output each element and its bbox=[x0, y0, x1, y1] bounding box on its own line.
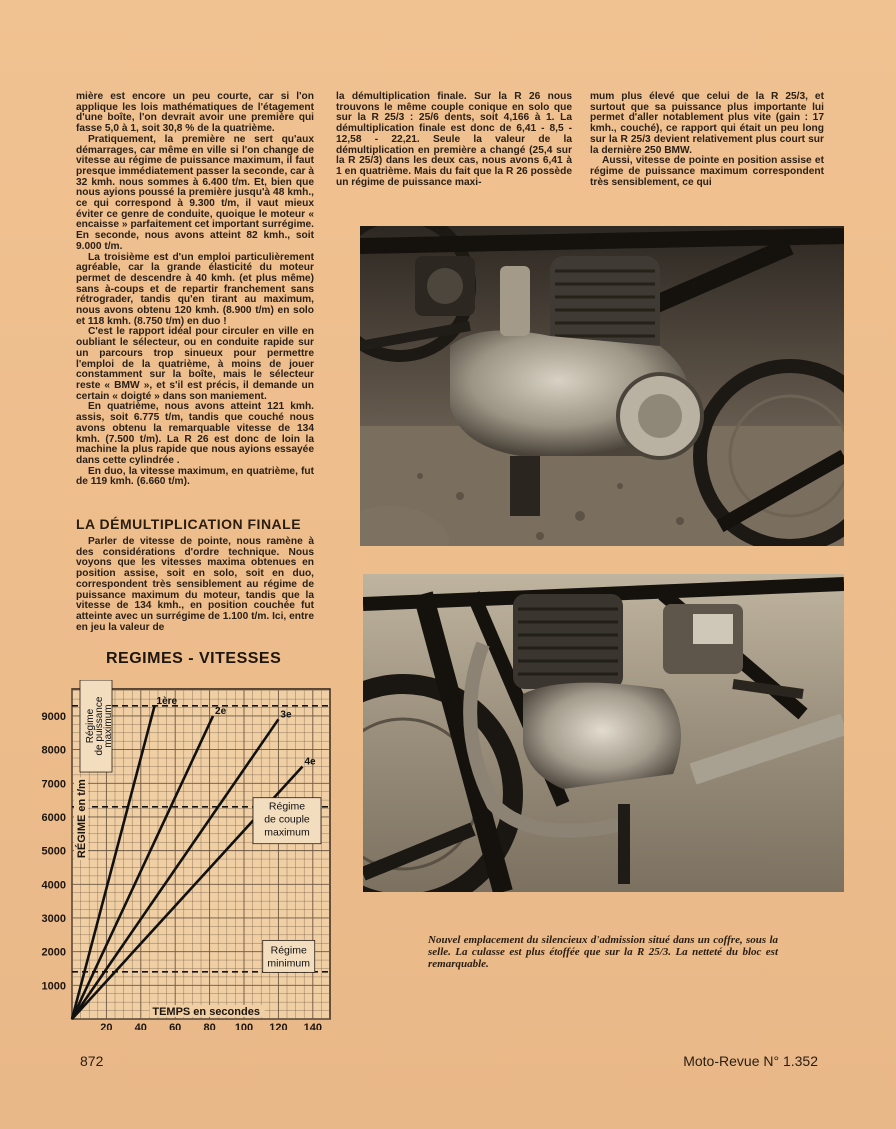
y-tick-label: 4000 bbox=[41, 879, 66, 892]
series-label: 2e bbox=[215, 705, 227, 717]
y-tick-label: 1000 bbox=[41, 980, 66, 993]
magazine-issue: Moto-Revue N° 1.352 bbox=[683, 1053, 818, 1069]
annotation-minimum-line1: Régime bbox=[270, 944, 307, 957]
engine-photo-bottom bbox=[363, 574, 844, 892]
section-heading: LA DÉMULTIPLICATION FINALE bbox=[76, 516, 302, 532]
regimes-vitesses-chart bbox=[36, 680, 336, 1030]
x-tick-label: 140 bbox=[303, 1022, 322, 1030]
column-3 bbox=[590, 92, 824, 188]
paragraph: La troisième est d'un emploi particulièrement agréable, car la grande élasticité du moteur permet de descendre à 40 kmh. (et plus même) sans à-coups et de repartir franchement sans rétrograder, tandis qu'en tirant au maximum, nous avons obtenu 120 kmh. (8.900 t/m) en solo et 118 kmh. (8.750 t/m) en duo ! bbox=[76, 251, 314, 327]
annotation-power-line2: de puissance bbox=[94, 696, 105, 756]
y-tick-label: 5000 bbox=[41, 845, 66, 858]
paragraph: mum plus élevé que celui de la R 25/3, et surtout que sa puissance plus importante lui permet d'aller notablement plus vite (gain : 17 kmh., couché), ce rapport qui était un peu long sur la R 25/3 devient relativement plus court sur la dernière 250 BMW. bbox=[590, 91, 824, 156]
paragraph: Pratiquement, la première ne sert qu'aux démarrages, car même en ville si l'on change de vitesse au régime de puissance maximum, il faut presque immédiatement passer la seconde, car à 32 kmh. nous sommes à 6.400 t/m. Et, bien que nous ayions poussé la première jusqu'à 48 kmh., ce qui correspond à 9.300 t/m, il vaut mieux éviter ce genre de conduite, quoique le moteur « encaisse » parfaitement cet important surrégime. En seconde, nous avons atteint 82 kmh., soit 9.000 t/m. bbox=[76, 133, 314, 252]
paragraph: En quatrième, nous avons atteint 121 kmh. assis, soit 6.775 t/m, tandis que couché nous avons obtenu la remarquable vitesse de 134 kmh. (7.500 t/m). La R 26 est donc de loin la machine la plus rapide que nous ayions essayée dans cette cylindrée . bbox=[76, 401, 314, 466]
y-tick-label: 6000 bbox=[41, 811, 66, 824]
paragraph: Aussi, vitesse de pointe en position assise et régime de puissance maximum correspondent très sensiblement, ce qui bbox=[590, 155, 824, 188]
annotation-torque-line1: Régime bbox=[268, 800, 306, 813]
x-tick-label: 80 bbox=[203, 1022, 216, 1030]
x-tick-label: 100 bbox=[234, 1022, 254, 1030]
y-tick-label: 3000 bbox=[41, 912, 66, 925]
x-tick-label: 40 bbox=[134, 1022, 147, 1030]
y-tick-label: 8000 bbox=[41, 744, 66, 757]
y-tick-label: 2000 bbox=[41, 946, 66, 959]
y-axis-label: RÉGIME en t/m bbox=[76, 779, 88, 859]
annotation-power-line3: maximum bbox=[103, 704, 114, 748]
engine-photo-top-illustration bbox=[360, 226, 844, 546]
paragraph: mière est encore un peu courte, car si l'on applique les lois mathématiques de l'étagement d'une boîte, l'on devrait avoir une première qui fasse 5,0 à 1, soit 30,8 % de la quatrième. bbox=[76, 91, 314, 135]
column-2 bbox=[336, 92, 572, 188]
paragraph: En duo, la vitesse maximum, en quatrième, fut de 119 kmh. (6.660 t/m). bbox=[76, 465, 314, 488]
x-tick-label: 20 bbox=[100, 1022, 113, 1030]
x-tick-label: 120 bbox=[269, 1022, 288, 1030]
engine-photo-top bbox=[360, 226, 844, 546]
column-1 bbox=[76, 92, 314, 488]
y-tick-label: 9000 bbox=[41, 710, 66, 723]
x-tick-label: 60 bbox=[169, 1022, 182, 1030]
annotation-minimum-line2: minimum bbox=[267, 957, 311, 970]
series-label: 1ère bbox=[156, 695, 178, 707]
paragraph: Parler de vitesse de pointe, nous ramène à des considérations d'ordre technique. Nous voyons que les vitesses maxima obtenues en position assise, soit en solo, soit en duo, correspondent très sensiblement au régime de puissance maximum du moteur, tandis que la vitesse de 134 kmh., en position couchée fut atteinte avec un surrégime de 1.100 t/m. Ici, entre en jeu la valeur de bbox=[76, 536, 314, 633]
series-label: 4e bbox=[304, 756, 316, 768]
paragraph: C'est le rapport idéal pour circuler en ville en oubliant le sélecteur, ou en conduite rapide sur un parcours trop sinueux pour permettre l'emploi de la quatrième, à moins de jouer constamment sur la boîte, mais le sélecteur reste « BMW », et s'il est précis, il demande un certain « doigté » dans son maniement. bbox=[76, 326, 314, 402]
series-label: 3e bbox=[280, 709, 292, 721]
photo-caption: Nouvel emplacement du silencieux d'admission situé dans un coffre, sous la selle. La culasse est plus étoffée que sur la R 25/3. La netteté du bloc est remarquable. bbox=[428, 934, 778, 970]
page-number: 872 bbox=[80, 1053, 104, 1069]
y-tick-label: 7000 bbox=[41, 778, 66, 791]
chart-title: REGIMES - VITESSES bbox=[106, 650, 282, 667]
annotation-torque-line3: maximum bbox=[264, 826, 310, 839]
annotation-power-line1: Régime bbox=[85, 708, 96, 744]
column-1-continued bbox=[76, 537, 314, 633]
paragraph: la démultiplication finale. Sur la R 26 nous trouvons le même couple conique en solo que sur la R 25/3 : 25/6 dents, soit 4,166 à 1. La démultiplication finale est donc de 6,41 - 8,5 - 12,58 - 22,21. Seule la valeur de la démultiplication en première a changé (25,4 sur la R 25/3) dans les deux cas, nous avons 6,41 à 1 en quatrième. Mais du fait que la R 26 possède un régime de puissance maxi- bbox=[336, 91, 572, 188]
annotation-torque-line2: de couple bbox=[264, 813, 310, 826]
x-axis-label: TEMPS en secondes bbox=[152, 1006, 260, 1018]
engine-photo-bottom-illustration bbox=[363, 574, 844, 892]
